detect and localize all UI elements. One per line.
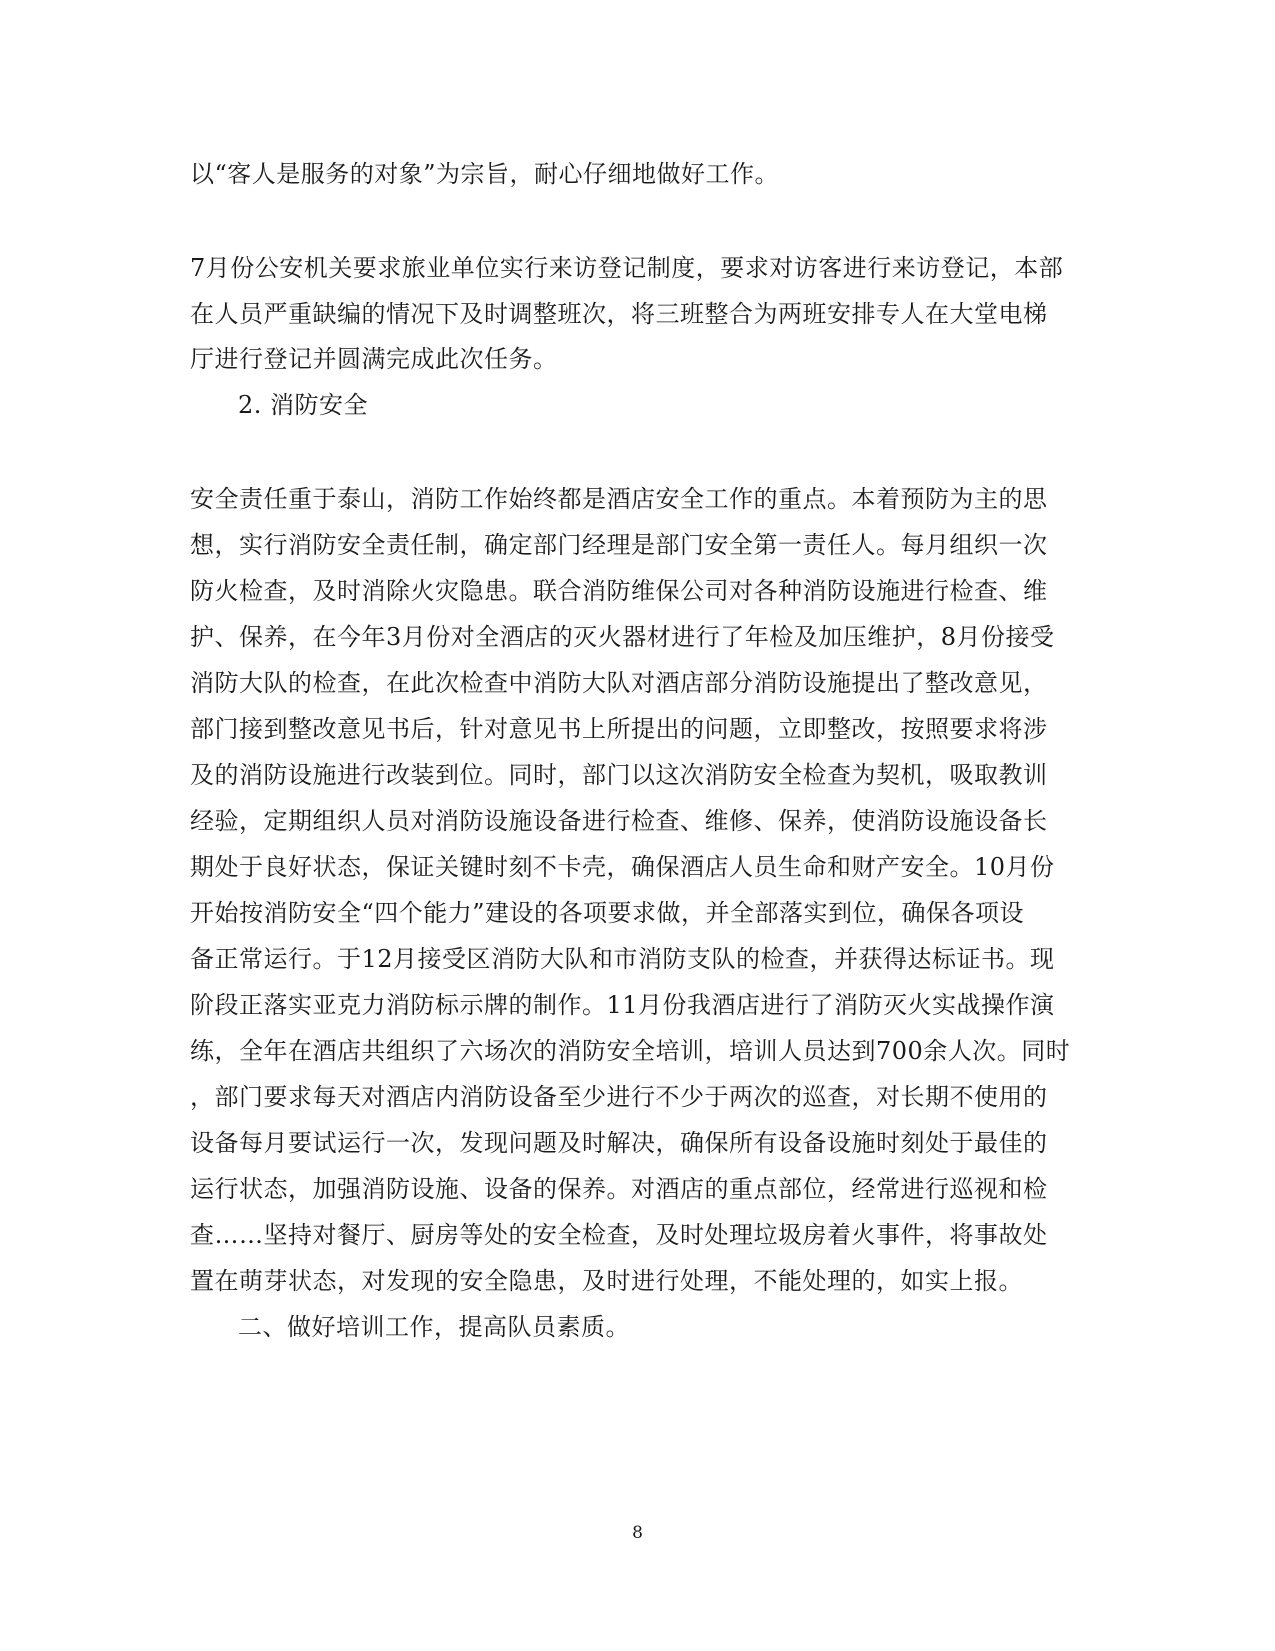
paragraph-line: 想，实行消防安全责任制，确定部门经理是部门安全第一责任人。每月组织一次 [190, 531, 1048, 559]
paragraph-line: 在人员严重缺编的情况下及时调整班次，将三班整合为两班安排专人在大堂电梯 [190, 300, 1048, 328]
paragraph-line: 及的消防设施进行改装到位。同时，部门以这次消防安全检查为契机，吸取教训 [190, 761, 1048, 789]
paragraph-line: 置在萌芽状态，对发现的安全隐患，及时进行处理，不能处理的，如实上报。 [190, 1267, 1023, 1295]
paragraph-line: 以“客人是服务的对象”为宗旨，耐心仔细地做好工作。 [190, 160, 780, 188]
paragraph-line: ，部门要求每天对酒店内消防设备至少进行不少于两次的巡查，对长期不使用的 [190, 1083, 1048, 1111]
paragraph-line: 部门接到整改意见书后，针对意见书上所提出的问题，立即整改，按照要求将涉 [190, 715, 1048, 743]
paragraph-line: 设备每月要试运行一次，发现问题及时解决，确保所有设备设施时刻处于最佳的 [190, 1129, 1048, 1157]
paragraph-line: 安全责任重于泰山，消防工作始终都是酒店安全工作的重点。本着预防为主的思 [190, 485, 1048, 513]
paragraph-line: 厅进行登记并圆满完成此次任务。 [190, 345, 558, 373]
paragraph-line: 备正常运行。于12月接受区消防大队和市消防支队的检查，并获得达标证书。现 [190, 945, 1055, 973]
paragraph-line: 期处于良好状态，保证关键时刻不卡壳，确保酒店人员生命和财产安全。10月份 [190, 853, 1055, 881]
section-heading: 2. 消防安全 [238, 391, 369, 419]
paragraph-line: 7月份公安机关要求旅业单位实行来访登记制度，要求对访客进行来访登记，本部 [190, 254, 1064, 282]
paragraph-line: 经验，定期组织人员对消防设施设备进行检查、维修、保养，使消防设施设备长 [190, 807, 1048, 835]
paragraph-line: 开始按消防安全“四个能力”建设的各项要求做，并全部落实到位，确保各项设 [190, 899, 1025, 927]
paragraph-line: 运行状态，加强消防设施、设备的保养。对酒店的重点部位，经常进行巡视和检 [190, 1175, 1048, 1203]
paragraph-line: 练，全年在酒店共组织了六场次的消防安全培训，培训人员达到700余人次。同时 [190, 1037, 1071, 1065]
paragraph-line: 阶段正落实亚克力消防标示牌的制作。11月份我酒店进行了消防灭火实战操作演 [190, 991, 1055, 1019]
paragraph-line: 防火检查，及时消除火灾隐患。联合消防维保公司对各种消防设施进行检查、维 [190, 577, 1048, 605]
section-heading: 二、做好培训工作，提高队员素质。 [238, 1313, 630, 1341]
page-number: 8 [632, 1523, 643, 1543]
paragraph-line: 护、保养，在今年3月份对全酒店的灭火器材进行了年检及加压维护，8月份接受 [190, 623, 1055, 651]
paragraph-line: 查……坚持对餐厅、厨房等处的安全检查，及时处理垃圾房着火事件，将事故处 [190, 1221, 1048, 1249]
paragraph-line: 消防大队的检查，在此次检查中消防大队对酒店部分消防设施提出了整改意见， [190, 669, 1048, 697]
